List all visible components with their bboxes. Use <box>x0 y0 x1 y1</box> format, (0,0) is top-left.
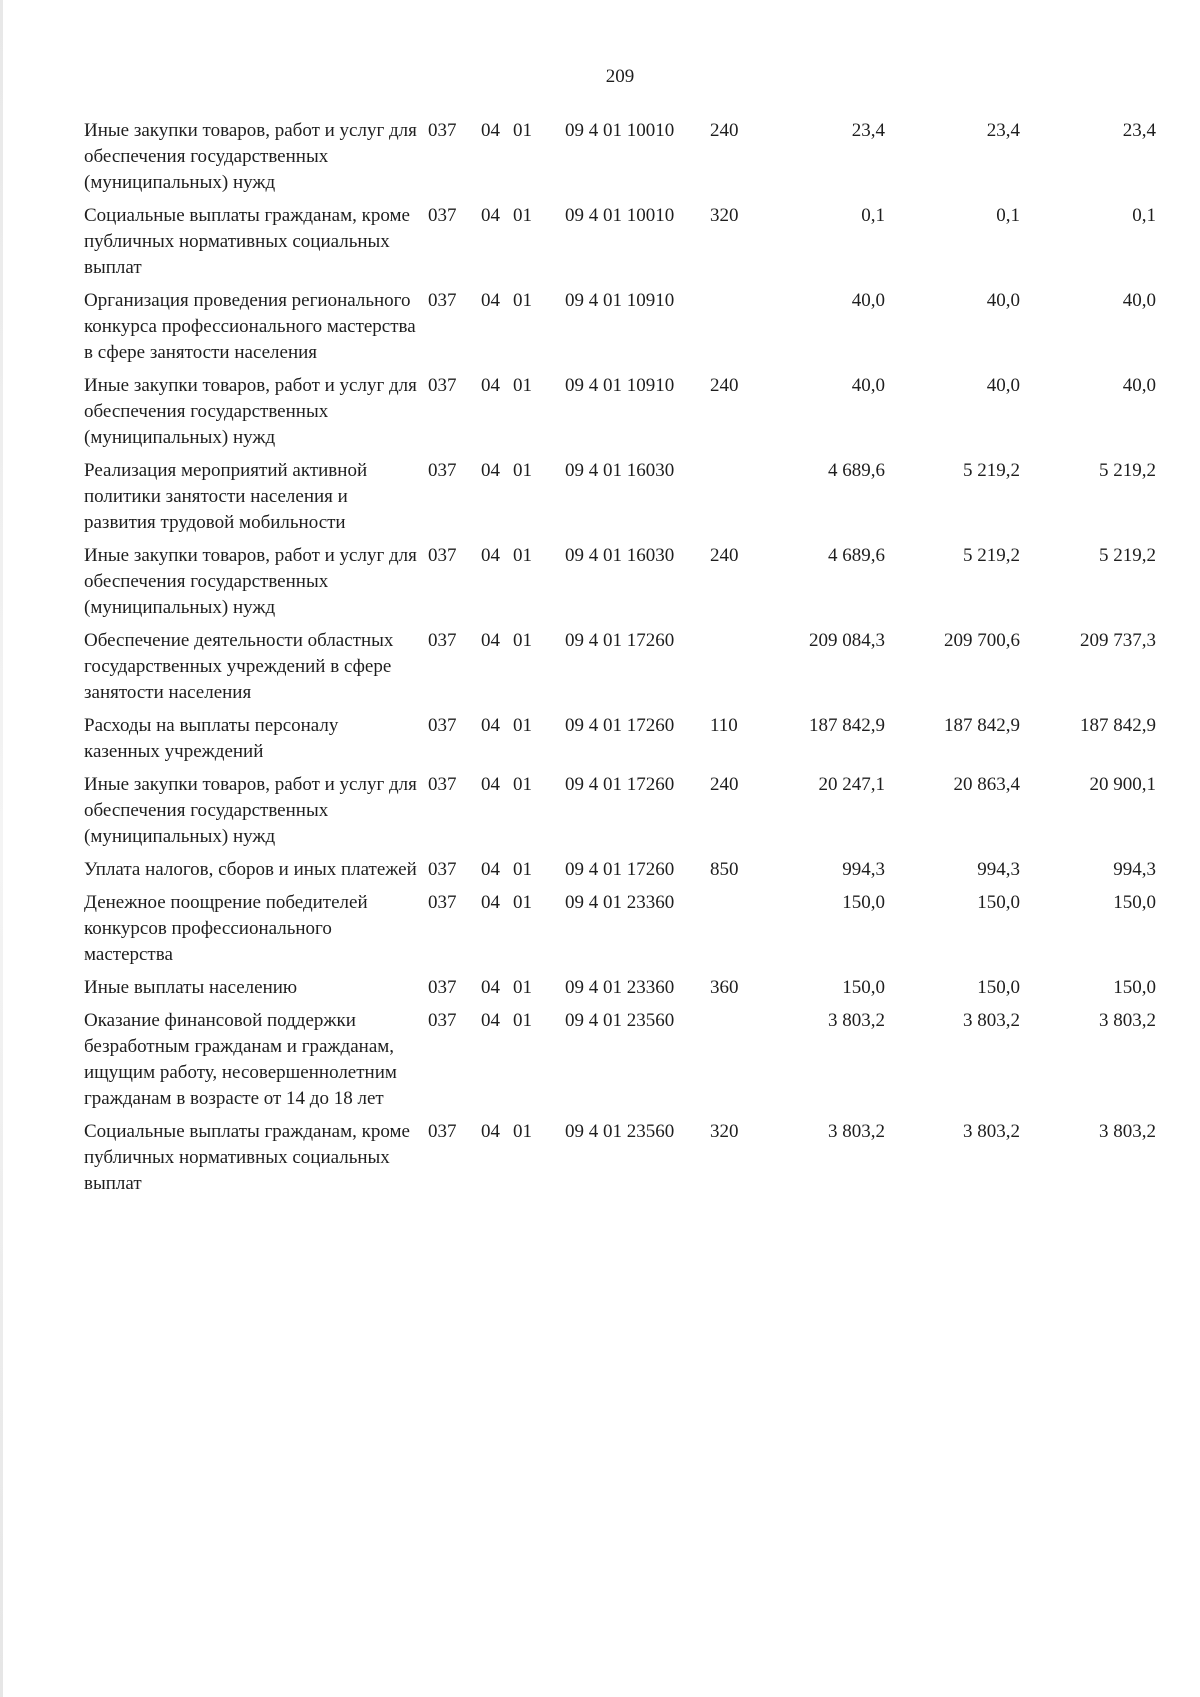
section-code: 04 <box>481 460 500 481</box>
target-article-code: 09 4 01 17260 <box>565 859 675 880</box>
amount-year-3: 5 219,2 <box>1099 460 1156 481</box>
table-row <box>0 458 1200 536</box>
amount-year-1: 994,3 <box>842 859 885 880</box>
target-article-code: 09 4 01 10910 <box>565 375 675 396</box>
amount-year-2: 23,4 <box>986 120 1020 141</box>
section-code: 04 <box>481 375 500 396</box>
subsection-code: 01 <box>513 545 532 566</box>
expense-type-code: 110 <box>710 715 738 736</box>
amount-year-2: 187 842,9 <box>944 715 1020 736</box>
target-article-code: 09 4 01 10010 <box>565 120 675 141</box>
table-row <box>0 288 1200 366</box>
target-article-code: 09 4 01 23360 <box>565 892 675 913</box>
subsection-code: 01 <box>513 715 532 736</box>
subsection-code: 01 <box>513 1010 532 1031</box>
amount-year-1: 209 084,3 <box>809 630 885 651</box>
amount-year-1: 23,4 <box>851 120 885 141</box>
admin-code: 037 <box>428 892 457 913</box>
expense-name: Иные закупки товаров, работ и услуг для обеспечения государственных (муниципальных) нужд <box>84 774 417 847</box>
expense-name: Уплата налогов, сборов и иных платежей <box>84 859 417 880</box>
amount-year-1: 150,0 <box>842 892 885 913</box>
target-article-code: 09 4 01 17260 <box>565 774 675 795</box>
admin-code: 037 <box>428 120 457 141</box>
expense-name: Реализация мероприятий активной политики занятости населения и развития трудовой мобильности <box>84 460 368 533</box>
subsection-code: 01 <box>513 977 532 998</box>
expense-name: Социальные выплаты гражданам, кроме публичных нормативных социальных выплат <box>84 1121 410 1194</box>
expense-type-code: 850 <box>710 859 739 880</box>
amount-year-3: 3 803,2 <box>1099 1010 1156 1031</box>
amount-year-3: 0,1 <box>1132 205 1156 226</box>
table-row <box>0 857 1200 883</box>
admin-code: 037 <box>428 460 457 481</box>
expense-name: Иные закупки товаров, работ и услуг для обеспечения государственных (муниципальных) нужд <box>84 375 417 448</box>
target-article-code: 09 4 01 10010 <box>565 205 675 226</box>
admin-code: 037 <box>428 1121 457 1142</box>
admin-code: 037 <box>428 1010 457 1031</box>
section-code: 04 <box>481 205 500 226</box>
expense-name: Иные закупки товаров, работ и услуг для обеспечения государственных (муниципальных) нужд <box>84 120 417 193</box>
amount-year-3: 187 842,9 <box>1080 715 1156 736</box>
section-code: 04 <box>481 545 500 566</box>
amount-year-3: 40,0 <box>1122 375 1156 396</box>
section-code: 04 <box>481 630 500 651</box>
amount-year-3: 150,0 <box>1113 892 1156 913</box>
amount-year-1: 4 689,6 <box>828 460 885 481</box>
subsection-code: 01 <box>513 460 532 481</box>
amount-year-3: 150,0 <box>1113 977 1156 998</box>
expense-name: Денежное поощрение победителей конкурсов профессионального мастерства <box>84 892 368 965</box>
expense-type-code: 240 <box>710 120 739 141</box>
admin-code: 037 <box>428 977 457 998</box>
admin-code: 037 <box>428 859 457 880</box>
amount-year-3: 3 803,2 <box>1099 1121 1156 1142</box>
admin-code: 037 <box>428 715 457 736</box>
table-row <box>0 543 1200 621</box>
target-article-code: 09 4 01 23560 <box>565 1010 675 1031</box>
subsection-code: 01 <box>513 375 532 396</box>
amount-year-2: 994,3 <box>977 859 1020 880</box>
section-code: 04 <box>481 859 500 880</box>
budget-table <box>0 118 1200 1204</box>
expense-type-code: 240 <box>710 774 739 795</box>
amount-year-2: 5 219,2 <box>963 545 1020 566</box>
amount-year-3: 23,4 <box>1122 120 1156 141</box>
target-article-code: 09 4 01 10910 <box>565 290 675 311</box>
amount-year-1: 40,0 <box>851 290 885 311</box>
amount-year-3: 209 737,3 <box>1080 630 1156 651</box>
subsection-code: 01 <box>513 205 532 226</box>
amount-year-1: 0,1 <box>861 205 885 226</box>
section-code: 04 <box>481 715 500 736</box>
expense-name: Оказание финансовой поддержки безработным гражданам и гражданам, ищущим работу, несовершеннолетним гражданам в возрасте от 14 до 18 лет <box>84 1010 397 1109</box>
subsection-code: 01 <box>513 774 532 795</box>
amount-year-2: 3 803,2 <box>963 1121 1020 1142</box>
section-code: 04 <box>481 892 500 913</box>
amount-year-1: 40,0 <box>851 375 885 396</box>
table-row <box>0 118 1200 196</box>
amount-year-2: 150,0 <box>977 977 1020 998</box>
target-article-code: 09 4 01 23360 <box>565 977 675 998</box>
table-row <box>0 1008 1200 1112</box>
subsection-code: 01 <box>513 1121 532 1142</box>
section-code: 04 <box>481 774 500 795</box>
subsection-code: 01 <box>513 120 532 141</box>
section-code: 04 <box>481 1121 500 1142</box>
subsection-code: 01 <box>513 892 532 913</box>
table-row <box>0 628 1200 706</box>
table-row <box>0 203 1200 281</box>
expense-name: Иные выплаты населению <box>84 977 298 998</box>
table-row <box>0 373 1200 451</box>
subsection-code: 01 <box>513 290 532 311</box>
amount-year-3: 20 900,1 <box>1089 774 1156 795</box>
target-article-code: 09 4 01 17260 <box>565 715 675 736</box>
section-code: 04 <box>481 1010 500 1031</box>
section-code: 04 <box>481 290 500 311</box>
table-row <box>0 1119 1200 1197</box>
subsection-code: 01 <box>513 630 532 651</box>
admin-code: 037 <box>428 290 457 311</box>
amount-year-1: 20 247,1 <box>818 774 885 795</box>
amount-year-3: 40,0 <box>1122 290 1156 311</box>
amount-year-2: 20 863,4 <box>953 774 1020 795</box>
amount-year-2: 150,0 <box>977 892 1020 913</box>
page-number: 209 <box>605 66 635 87</box>
section-code: 04 <box>481 120 500 141</box>
table-row <box>0 975 1200 1001</box>
amount-year-2: 5 219,2 <box>963 460 1020 481</box>
amount-year-1: 150,0 <box>842 977 885 998</box>
expense-type-code: 320 <box>710 1121 739 1142</box>
expense-name: Иные закупки товаров, работ и услуг для обеспечения государственных (муниципальных) нужд <box>84 545 417 618</box>
amount-year-1: 4 689,6 <box>828 545 885 566</box>
section-code: 04 <box>481 977 500 998</box>
expense-name: Расходы на выплаты персоналу казенных учреждений <box>84 715 339 762</box>
expense-type-code: 320 <box>710 205 739 226</box>
amount-year-1: 3 803,2 <box>828 1010 885 1031</box>
expense-type-code: 240 <box>710 375 739 396</box>
amount-year-2: 3 803,2 <box>963 1010 1020 1031</box>
amount-year-3: 5 219,2 <box>1099 545 1156 566</box>
admin-code: 037 <box>428 375 457 396</box>
expense-name: Организация проведения регионального конкурса профессионального мастерства в сфере занятости населения <box>84 290 416 363</box>
expense-name: Обеспечение деятельности областных государственных учреждений в сфере занятости населения <box>84 630 394 703</box>
admin-code: 037 <box>428 205 457 226</box>
table-row <box>0 890 1200 968</box>
amount-year-3: 994,3 <box>1113 859 1156 880</box>
amount-year-2: 40,0 <box>986 375 1020 396</box>
target-article-code: 09 4 01 17260 <box>565 630 675 651</box>
table-row <box>0 772 1200 850</box>
target-article-code: 09 4 01 23560 <box>565 1121 675 1142</box>
admin-code: 037 <box>428 774 457 795</box>
target-article-code: 09 4 01 16030 <box>565 460 675 481</box>
admin-code: 037 <box>428 630 457 651</box>
table-row <box>0 713 1200 765</box>
amount-year-2: 40,0 <box>986 290 1020 311</box>
subsection-code: 01 <box>513 859 532 880</box>
amount-year-1: 3 803,2 <box>828 1121 885 1142</box>
amount-year-1: 187 842,9 <box>809 715 885 736</box>
admin-code: 037 <box>428 545 457 566</box>
expense-type-code: 240 <box>710 545 739 566</box>
target-article-code: 09 4 01 16030 <box>565 545 675 566</box>
amount-year-2: 209 700,6 <box>944 630 1020 651</box>
amount-year-2: 0,1 <box>996 205 1020 226</box>
expense-name: Социальные выплаты гражданам, кроме публичных нормативных социальных выплат <box>84 205 410 278</box>
expense-type-code: 360 <box>710 977 739 998</box>
